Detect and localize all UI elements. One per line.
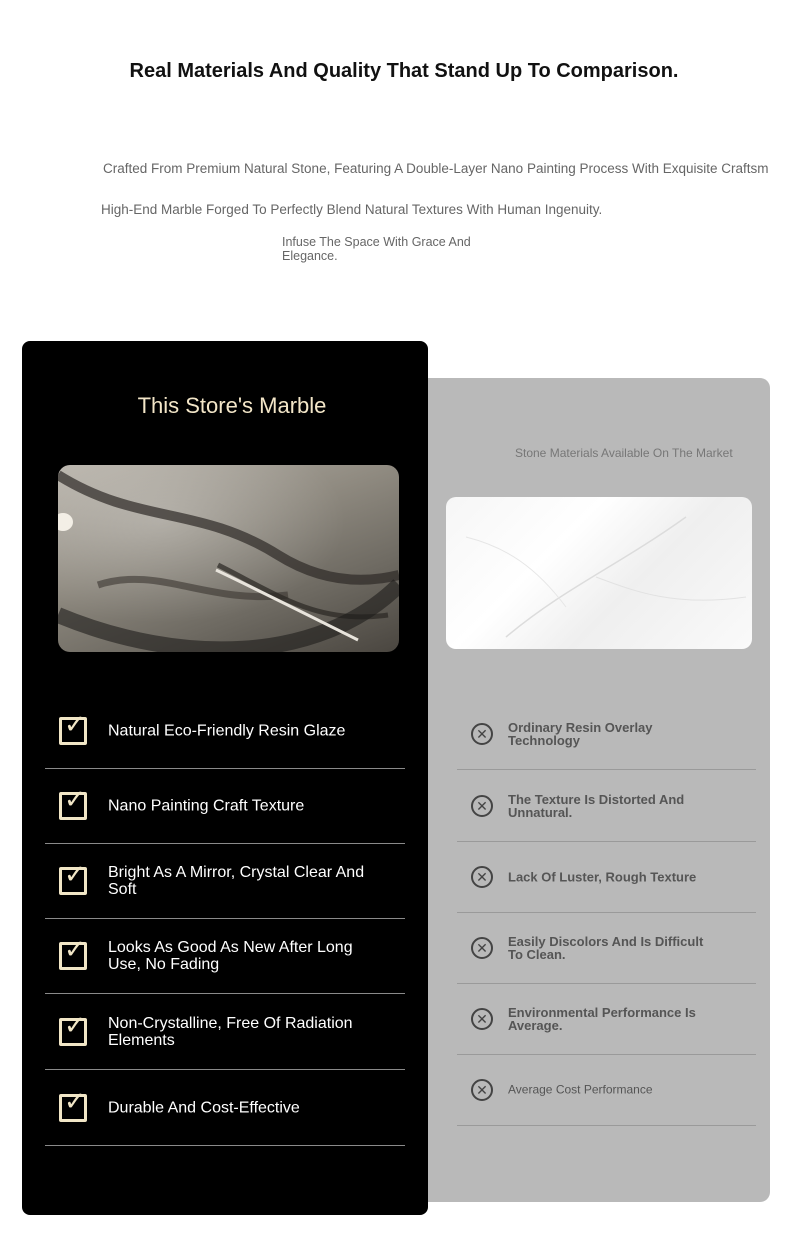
checkmark-icon: ✓	[64, 1009, 86, 1040]
feature-row	[45, 1070, 405, 1146]
store-title: This Store's Marble	[137, 393, 327, 418]
circle-x-icon: ✕	[471, 1008, 493, 1030]
circle-x-icon: ✕	[471, 795, 493, 817]
feature-row	[45, 994, 405, 1070]
circle-x-icon: ✕	[471, 723, 493, 745]
circle-x-icon: ✕	[471, 937, 493, 959]
feature-text: Bright As A Mirror, Crystal Clear And Soft	[108, 863, 365, 898]
subtitle-3: Infuse The Space With Grace And Elegance.	[282, 235, 471, 263]
feature-row	[45, 918, 405, 994]
feature-text: Non-Crystalline, Free Of Radiation Elements	[108, 1014, 353, 1049]
drawback-text: Average Cost Performance	[508, 1082, 653, 1096]
drawback-text: Easily Discolors And Is Difficult To Clean.	[508, 933, 704, 962]
checkmark-icon: ✓	[64, 933, 86, 964]
feature-text: Looks As Good As New After Long Use, No Fading	[108, 938, 353, 973]
drawback-text: Ordinary Resin Overlay Technology	[508, 719, 653, 748]
drawback-row	[457, 698, 756, 770]
checkmark-icon: ✓	[64, 783, 86, 814]
store-marble-image	[58, 465, 399, 652]
checkmark-icon: ✓	[64, 1085, 86, 1116]
feature-row	[45, 768, 405, 844]
market-marble-image	[446, 497, 752, 649]
feature-text: Durable And Cost-Effective	[108, 1099, 300, 1116]
feature-text: Nano Painting Craft Texture	[108, 797, 305, 814]
checkmark-icon: ✓	[64, 708, 86, 739]
drawback-row	[457, 841, 756, 913]
circle-x-icon: ✕	[471, 866, 493, 888]
feature-row	[45, 693, 405, 769]
drawback-row	[457, 1054, 756, 1126]
checkmark-icon: ✓	[64, 858, 86, 889]
drawback-row	[457, 983, 756, 1055]
page-headline: Real Materials And Quality That Stand Up To Comparison.	[129, 60, 679, 82]
feature-row	[45, 843, 405, 919]
market-title: Stone Materials Available On The Market	[515, 446, 733, 460]
drawback-text: Environmental Performance Is Average.	[508, 1004, 696, 1033]
circle-x-icon: ✕	[471, 1079, 493, 1101]
feature-text: Natural Eco-Friendly Resin Glaze	[108, 722, 346, 739]
subtitle-1: Crafted From Premium Natural Stone, Featuring A Double-Layer Nano Painting Process With Exquisite Craftsm	[103, 161, 769, 176]
drawback-row	[457, 912, 756, 984]
drawback-text: The Texture Is Distorted And Unnatural.	[508, 791, 685, 820]
drawback-text: Lack Of Luster, Rough Texture	[508, 869, 697, 884]
drawback-row	[457, 770, 756, 842]
subtitle-2: High-End Marble Forged To Perfectly Blend Natural Textures With Human Ingenuity.	[101, 202, 603, 217]
